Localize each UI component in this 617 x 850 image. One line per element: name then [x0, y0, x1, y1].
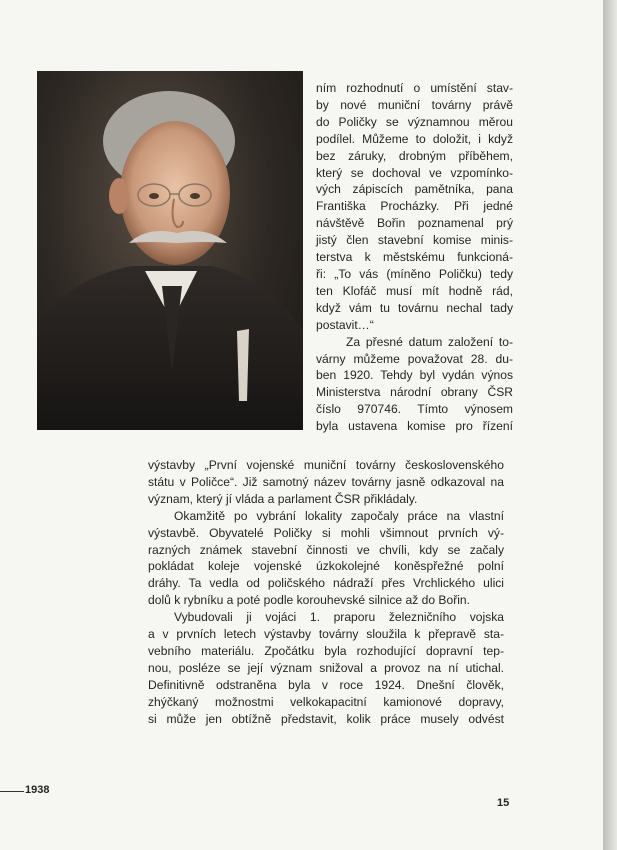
text-line: vebního materiálu. Zpočátku byla rozhodující dopravní tep- — [148, 643, 504, 658]
text-line: nou, posléze se její význam snižoval a provoz na ní utichal. — [148, 660, 504, 675]
portrait-illustration — [37, 71, 303, 430]
text-line: číslo 970746. Tímto výnosem — [316, 402, 513, 417]
text-line: Okamžitě po vybrání lokality započaly práce na vlastní — [174, 508, 504, 523]
text-line: jistý člen stavební komise minis- — [316, 233, 513, 248]
text-line: si může jen obtížně představit, kolik práce musely odvést — [148, 711, 504, 726]
text-line: výstavbě. Obyvatelé Poličky si mohli všimnout prvních vý- — [148, 525, 504, 540]
text-line: státu v Poličce“. Již samotný název továrny jasně odkazoval na — [148, 474, 504, 489]
text-line: várny můžeme považovat 28. du- — [316, 351, 513, 366]
text-line: ten Klofáč musí mít hodně rád, — [316, 283, 513, 298]
text-line: výstavby „První vojenské muniční továrny československého — [148, 458, 504, 472]
text-line: ben 1920. Tehdy byl vydán výnos — [316, 368, 513, 383]
text-line: byla ustavena komise pro řízení — [316, 419, 513, 434]
page-gutter — [603, 0, 617, 850]
portrait-photo — [37, 71, 303, 430]
text-line: podílel. Můžeme to doložit, i když — [316, 131, 513, 146]
text-line: do Poličky se významnou měrou — [316, 114, 513, 129]
text-line: zhýčkaný možnostmi velkokapacitní kamionové dopravy, — [148, 694, 504, 709]
text-line: ři: „To vás (míněno Poličku) tedy — [316, 266, 513, 281]
text-line: postavit…“ — [316, 317, 374, 332]
text-line: když vám tu továrnu nechal tady — [316, 300, 513, 315]
page-number: 15 — [497, 797, 510, 809]
text-line: který se dochoval ve vzpomínko- — [316, 165, 513, 180]
text-line: Za přesné datum založení to- — [346, 334, 513, 349]
text-line: dráhy. Ta vedla od poličského nádraží přes Vrchlického ulici — [148, 576, 504, 591]
text-line: význam, který jí vláda a parlament ČSR přikládaly. — [148, 491, 418, 506]
text-line: pokládat koleje vojenské úzkokolejné koněspřežné polní — [148, 559, 504, 574]
text-line: ním rozhodnutí o umístění stav- — [316, 81, 513, 95]
text-line: razných známek stavební činnosti ve chvíli, kdy se začaly — [148, 542, 504, 557]
year-rule — [0, 791, 24, 792]
year-label: 1938 — [25, 784, 50, 796]
text-line: Definitivně odstraněna byla v roce 1924. Dnešní člověk, — [148, 677, 504, 692]
text-line: terstva k městskému funkcioná- — [316, 250, 513, 265]
text-line: Ministerstva národní obrany ČSR — [316, 385, 513, 400]
text-line: a v prvních letech výstavby továrny sloužila k přepravě sta- — [148, 627, 504, 642]
text-line: Vybudovali ji vojáci 1. praporu železničního vojska — [174, 610, 504, 625]
full-width-text — [148, 457, 504, 728]
text-line: dolů k rybníku a poté podle korouhevské silnice až do Bořin. — [148, 593, 471, 608]
text-line: návštěvě Bořin poznamenal prý — [316, 216, 513, 231]
text-line: vých zápiscích pamětníka, pana — [316, 182, 513, 197]
text-line: bez záruky, drobným příběhem, — [316, 148, 513, 163]
text-line: Františka Procházky. Při jedné — [316, 199, 513, 214]
text-line: by nové muniční továrny právě — [316, 97, 513, 112]
right-column-text — [316, 80, 513, 435]
